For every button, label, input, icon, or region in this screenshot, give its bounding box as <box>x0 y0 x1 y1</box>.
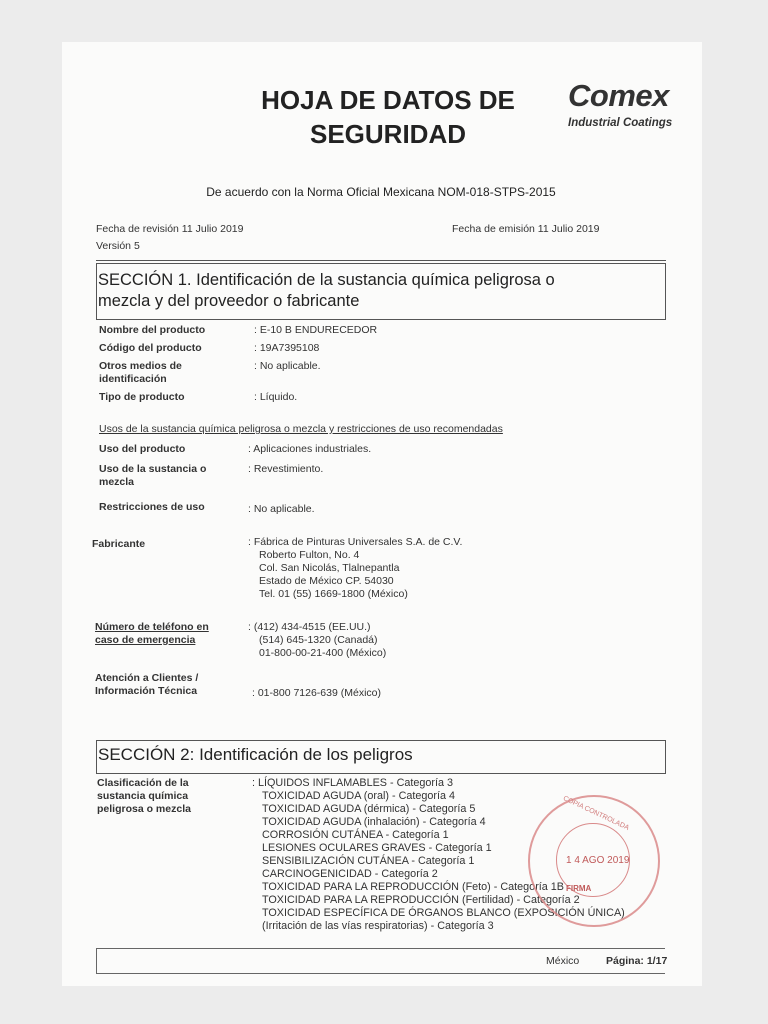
classification-label-line-2: sustancia química <box>97 790 189 802</box>
hazard-item: SENSIBILIZACIÓN CUTÁNEA - Categoría 1 <box>262 855 475 867</box>
title-line-1: HOJA DE DATOS DE <box>261 85 515 115</box>
manufacturer-line: Estado de México CP. 54030 <box>259 575 394 587</box>
product-type-label: Tipo de producto <box>99 391 185 403</box>
emergency-phone-line: : (412) 434-4515 (EE.UU.) <box>248 621 371 633</box>
emission-date: Fecha de emisión 11 Julio 2019 <box>452 223 600 235</box>
hazard-item: CORROSIÓN CUTÁNEA - Categoría 1 <box>262 829 449 841</box>
emergency-phone-line: (514) 645-1320 (Canadá) <box>259 634 378 646</box>
title-line-2: SEGURIDAD <box>309 119 466 149</box>
emergency-phone-block <box>248 621 386 660</box>
hazard-item: TOXICIDAD AGUDA (inhalación) - Categoría 4 <box>262 816 486 828</box>
classification-label-line-1: Clasificación de la <box>97 777 189 789</box>
product-use-label: Uso del producto <box>99 443 186 455</box>
other-id-label <box>99 360 182 386</box>
emergency-phone-label <box>95 621 209 647</box>
hazard-item: TOXICIDAD PARA LA REPRODUCCIÓN (Fertilidad) - Categoría 2 <box>262 894 580 906</box>
section-1-title-line-2: mezcla y del proveedor o fabricante <box>98 292 360 310</box>
classification-label-line-3: peligrosa o mezcla <box>97 803 191 815</box>
product-use-value: : Aplicaciones industriales. <box>248 443 372 455</box>
hazard-item: : LÍQUIDOS INFLAMABLES - Categoría 3 <box>252 777 454 789</box>
emergency-phone-line: 01-800-00-21-400 (México) <box>259 647 387 659</box>
restrictions-label: Restricciones de uso <box>99 501 205 513</box>
norm-reference: De acuerdo con la Norma Oficial Mexicana NOM-018-STPS-2015 <box>206 185 556 199</box>
customer-attention-value: : 01-800 7126-639 (México) <box>252 687 381 699</box>
section-1-title <box>98 270 658 312</box>
comex-logo: Comex <box>568 78 669 113</box>
product-name-value: : E-10 B ENDURECEDOR <box>254 324 378 336</box>
customer-attention-label <box>95 672 198 698</box>
substance-use-label-line-2: mezcla <box>99 476 135 488</box>
hazard-item: (Irritación de las vías respiratorias) - Categoría 3 <box>262 920 494 932</box>
version: Versión 5 <box>96 240 140 252</box>
restrictions-value: : No aplicable. <box>248 503 315 515</box>
product-code-label: Código del producto <box>99 342 202 354</box>
classification-label <box>97 777 191 816</box>
other-id-label-line-1: Otros medios de <box>99 360 182 372</box>
other-id-value: : No aplicable. <box>254 360 321 372</box>
stamp-firma: FIRMA <box>566 884 592 893</box>
logo-subtitle: Industrial Coatings <box>568 117 673 129</box>
section-2-title: SECCIÓN 2: Identificación de los peligros <box>98 745 413 764</box>
revision-date: Fecha de revisión 11 Julio 2019 <box>96 223 244 235</box>
uses-heading: Usos de la sustancia química peligrosa o mezcla y restricciones de uso recomendadas <box>99 423 503 435</box>
manufacturer-line: Roberto Fulton, No. 4 <box>259 549 360 561</box>
manufacturer-block <box>248 536 462 601</box>
footer-country: México <box>546 955 580 967</box>
document-title <box>258 83 518 151</box>
product-type-value: : Líquido. <box>254 391 298 403</box>
section-divider <box>96 260 666 261</box>
manufacturer-label: Fabricante <box>92 538 146 550</box>
emergency-label-line-2: caso de emergencia <box>95 634 196 646</box>
hazard-item: TOXICIDAD ESPECÍFICA DE ÓRGANOS BLANCO (EXPOSICIÓN ÚNICA) <box>262 907 625 919</box>
hazard-item: TOXICIDAD PARA LA REPRODUCCIÓN (Feto) - Categoría 1B <box>262 881 564 893</box>
substance-use-label <box>99 463 206 489</box>
attention-label-line-1: Atención a Clientes / <box>95 672 199 684</box>
hazard-item: TOXICIDAD AGUDA (dérmica) - Categoría 5 <box>262 803 476 815</box>
manufacturer-line: Col. San Nicolás, Tlalnepantla <box>259 562 400 574</box>
stamp-date: 1 4 AGO 2019 <box>566 855 630 866</box>
manufacturer-line: : Fábrica de Pinturas Universales S.A. de C.V. <box>248 536 463 548</box>
section-1-title-line-1: SECCIÓN 1. Identificación de la sustancia química peligrosa o <box>98 271 555 289</box>
attention-label-line-2: Información Técnica <box>95 685 198 697</box>
manufacturer-line: Tel. 01 (55) 1669-1800 (México) <box>259 588 408 600</box>
hazard-item: TOXICIDAD AGUDA (oral) - Categoría 4 <box>262 790 456 802</box>
other-id-label-line-2: identificación <box>99 373 167 385</box>
page-footer <box>96 948 668 974</box>
product-code-value: : 19A7395108 <box>254 342 320 354</box>
substance-use-value: : Revestimiento. <box>248 463 324 475</box>
emergency-label-line-1: Número de teléfono en <box>95 621 209 633</box>
product-name-label: Nombre del producto <box>99 324 206 336</box>
substance-use-label-line-1: Uso de la sustancia o <box>99 463 207 475</box>
hazard-item: CARCINOGENICIDAD - Categoría 2 <box>262 868 438 880</box>
footer-page-number: Página: 1/17 <box>606 955 668 967</box>
stamp-copy-text: COPIA CONTROLADA <box>561 795 631 832</box>
hazard-item: LESIONES OCULARES GRAVES - Categoría 1 <box>262 842 492 854</box>
